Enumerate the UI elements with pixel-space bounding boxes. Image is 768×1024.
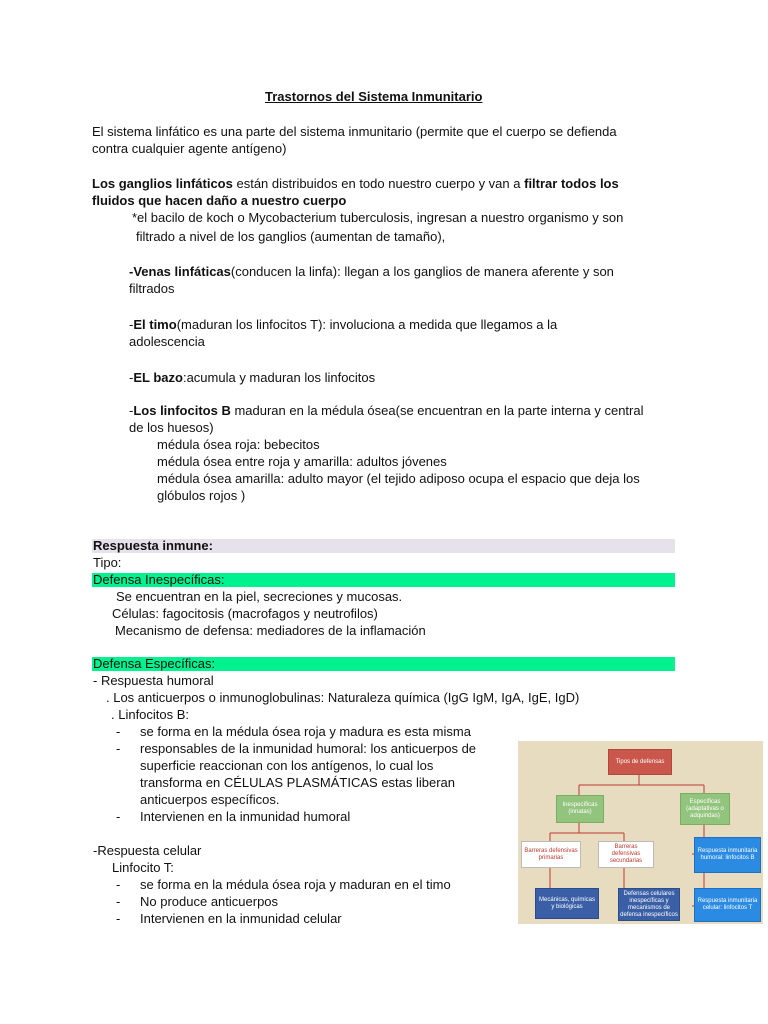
humoral-heading: - Respuesta humoral: [93, 673, 214, 688]
bazo-term: EL bazo: [133, 370, 183, 385]
bullet-dash: -: [116, 911, 121, 926]
medula-item: glóbulos rojos ): [157, 488, 246, 503]
medula-item: médula ósea amarilla: adulto mayor (el tejido adiposo ocupa el espacio que deja los: [157, 471, 640, 486]
page-title: Trastornos del Sistema Inmunitario: [265, 89, 483, 104]
ganglios-line-1: [92, 175, 619, 192]
linfocito-t-label: Linfocito T:: [112, 860, 174, 875]
humoral-item: Intervienen en la inmunidad humoral: [140, 809, 351, 824]
bullet-dash: -: [116, 877, 121, 892]
especificas-heading: Defensa Específicas:: [93, 656, 216, 671]
tipo-label: Tipo:: [93, 555, 122, 570]
anticuerpos-line: . Los anticuerpos o inmunoglobulinas: Naturaleza química (IgG IgM, IgA, IgE, IgD): [106, 690, 580, 705]
diagram-especificas-node: Específicas (adaptativas o adquiridas): [680, 793, 730, 825]
ganglios-line-2: fluidos que hacen daño a nuestro cuerpo: [92, 193, 347, 208]
humoral-item: responsables de la inmunidad humoral: los anticuerpos de: [140, 741, 477, 756]
diagram-celular-node: Respuesta inmunitaria celular: linfocitos T: [694, 888, 761, 922]
diagram-primarias-node: Barreras defensivas primarias: [521, 841, 581, 868]
bullet-dash: -: [116, 809, 121, 824]
respuesta-heading: Respuesta inmune:: [93, 538, 213, 553]
bazo-text: :acumula y maduran los linfocitos: [182, 370, 376, 385]
linfocitos-b-line-2: de los huesos): [129, 420, 214, 435]
humoral-item: superficie reaccionan con los antígenos, lo cual los: [140, 758, 434, 773]
venas-term: -Venas linfáticas: [129, 264, 231, 279]
bazo-dash: -: [129, 370, 134, 385]
inespecificas-item: Células: fagocitosis (macrofagos y neutrofilos): [112, 606, 378, 621]
diagram-root-node: Tipos de defensas: [608, 749, 672, 775]
humoral-item: se forma en la médula ósea roja y madura es esta misma: [140, 724, 471, 739]
celular-item: No produce anticuerpos: [140, 894, 279, 909]
ganglios-term: Los ganglios linfáticos: [92, 176, 233, 191]
timo-line-2: adolescencia: [129, 334, 205, 349]
diagram-secundarias-node: Barreras defensivas secundarias: [598, 841, 654, 868]
medula-item: médula ósea roja: bebecitos: [157, 437, 320, 452]
timo-text: (maduran los linfocitos T): involuciona a medida que llegamos a la: [176, 317, 558, 332]
diagram-humoral-node: Respuesta inmunitaria humoral: linfocitos B: [694, 837, 761, 873]
bullet-dash: -: [116, 894, 121, 909]
linfocitos-b-line-1: [129, 402, 644, 419]
diagram-celulares-node: Defensas celulares inespecíficas y mecanismos de defensa inespecíficos: [618, 888, 680, 921]
ganglios-note-2: filtrado a nivel de los ganglios (aumentan de tamaño),: [136, 229, 446, 244]
timo-term: El timo: [133, 317, 177, 332]
linfocitos-b-text: maduran en la médula ósea(se encuentran en la parte interna y central: [230, 403, 644, 418]
venas-line-1: [129, 263, 614, 280]
linfocitos-b-term: Los linfocitos B: [133, 403, 231, 418]
celular-item: Intervienen en la inmunidad celular: [140, 911, 342, 926]
ganglios-note-1: *el bacilo de koch o Mycobacterium tuberculosis, ingresan a nuestro organismo y son: [132, 210, 624, 225]
humoral-item: anticuerpos específicos.: [140, 792, 280, 807]
intro-line-2: contra cualquier agente antígeno): [92, 141, 287, 156]
ganglios-text: están distribuidos en todo nuestro cuerpo y van a: [232, 176, 525, 191]
medula-item: médula ósea entre roja y amarilla: adultos jóvenes: [157, 454, 447, 469]
bullet-dash: -: [116, 741, 121, 756]
humoral-item: transforma en CÉLULAS PLASMÁTICAS estas liberan: [140, 775, 456, 790]
inespecificas-item: Mecanismo de defensa: mediadores de la inflamación: [115, 623, 426, 638]
venas-line-2: filtrados: [129, 281, 175, 296]
timo-dash: -: [129, 317, 134, 332]
diagram-inespecificas-node: Inespecíficas (innatas): [556, 795, 604, 823]
diagram-mecanicas-node: Mecánicas, químicas y biológicas: [535, 888, 599, 919]
celular-heading: -Respuesta celular: [93, 843, 202, 858]
defense-types-diagram: [518, 741, 763, 924]
inespecificas-item: Se encuentran en la piel, secreciones y mucosas.: [116, 589, 403, 604]
celular-item: se forma en la médula ósea roja y maduran en el timo: [140, 877, 451, 892]
intro-line-1: El sistema linfático es una parte del sistema inmunitario (permite que el cuerpo se defienda: [92, 124, 617, 139]
bullet-dash: -: [116, 724, 121, 739]
bazo-line: [129, 369, 375, 386]
ganglios-emph: filtrar todos los: [524, 176, 619, 191]
linfocitos-b-label: . Linfocitos B:: [111, 707, 190, 722]
venas-text: (conducen la linfa): llegan a los ganglios de manera aferente y son: [230, 264, 614, 279]
timo-line-1: [129, 316, 557, 333]
linfocitos-b-dash: -: [129, 403, 134, 418]
inespecificas-heading: Defensa Inespecíficas:: [93, 572, 225, 587]
